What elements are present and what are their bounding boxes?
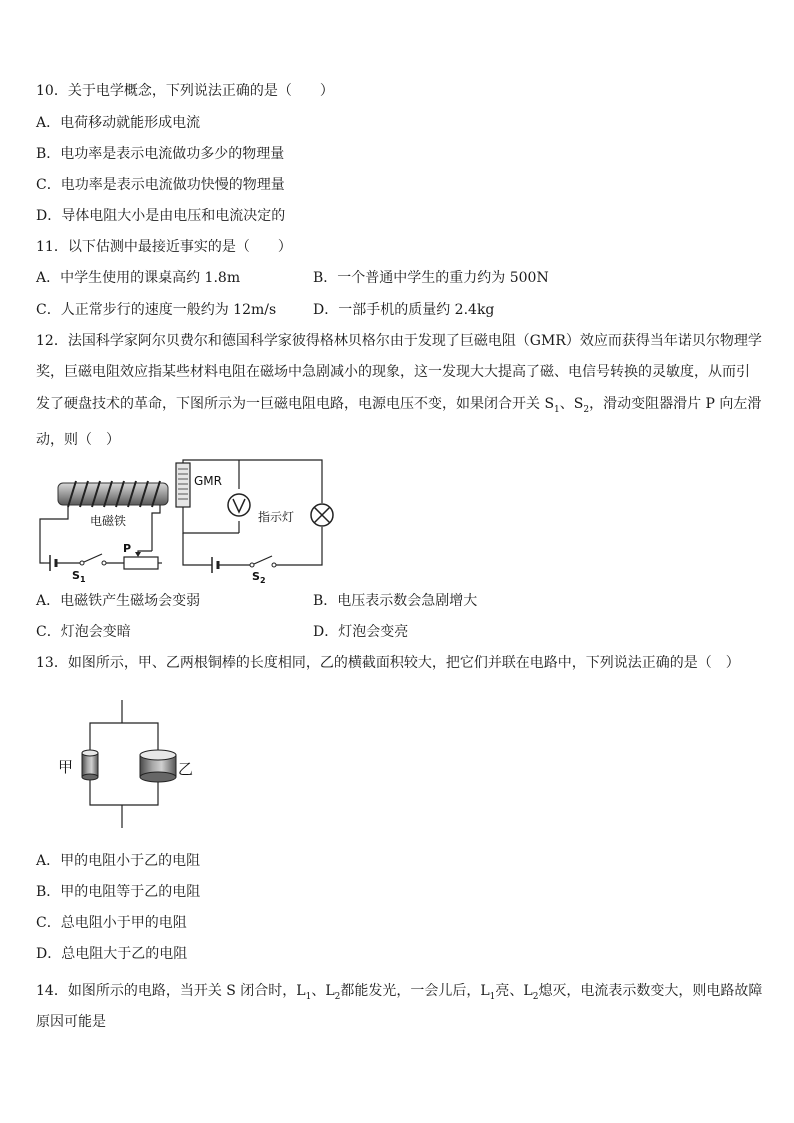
gmr-resistor xyxy=(176,463,190,507)
q14-sub1: 1 xyxy=(305,991,312,1002)
electromagnet-label: 电磁铁 xyxy=(90,514,127,528)
q12-stem-line3 xyxy=(36,394,761,414)
switch-1-contact-b xyxy=(102,561,106,565)
switch-1-sub: 1 xyxy=(79,575,86,584)
q10-option-a: A．电荷移动就能形成电流 xyxy=(36,115,201,131)
rod-jia-label: 甲 xyxy=(58,758,74,776)
rod-yi-label: 乙 xyxy=(178,760,194,778)
q14-part-c: 都能发光，一会儿后，L xyxy=(340,983,490,999)
switch-2-contact-a xyxy=(250,563,254,567)
q12-line3-part-c: ，滑动变阻器滑片 P 向左滑 xyxy=(589,396,762,412)
switch-2-letter: S xyxy=(252,570,260,583)
q12-stem-line4: 动，则（ ） xyxy=(36,432,120,448)
q13-option-d: D．总电阻大于乙的电阻 xyxy=(36,946,188,962)
switch-2-contact-b xyxy=(272,563,276,567)
slider-label: P xyxy=(123,542,132,555)
q12-option-c: C．灯泡会变暗 xyxy=(36,624,131,640)
switch-2-sub: 2 xyxy=(259,576,266,585)
switch-1-letter: S xyxy=(72,569,80,582)
q14-part-e: 熄灭，电流表示数变大，则电路故障 xyxy=(538,983,763,999)
q11-option-c: C．人正常步行的速度一般约为 12m/s xyxy=(36,302,277,318)
lamp-label: 指示灯 xyxy=(258,510,295,524)
slider-arrow xyxy=(135,552,141,557)
rheostat xyxy=(124,557,158,569)
q11-option-a: A．中学生使用的课桌高约 1.8m xyxy=(36,270,241,286)
q10-option-b: B．电功率是表示电流做功多少的物理量 xyxy=(36,146,285,162)
rod-jia xyxy=(82,750,98,780)
q13-stem: 13．如图所示，甲、乙两根铜棒的长度相同，乙的横截面积较大，把它们并联在电路中，下列说法正确的是（ ） xyxy=(36,655,740,671)
switch-2-lever xyxy=(254,556,272,564)
q11-option-b: B．一个普通中学生的重力约为 500N xyxy=(313,270,549,286)
q14-stem-line1 xyxy=(36,981,762,1001)
q14-sub2: 2 xyxy=(334,991,341,1002)
q14-sub3: 1 xyxy=(489,991,496,1002)
q12-line3-part-a: 发了硬盘技术的革命，下图所示为一巨磁电阻电路，电源电压不变，如果闭合开关 S xyxy=(36,396,555,412)
q11-stem: 11．以下估测中最接近事实的是（ ） xyxy=(36,239,292,255)
q13-option-b: B．甲的电阻等于乙的电阻 xyxy=(36,884,201,900)
gmr-label: GMR xyxy=(194,474,222,488)
copper-rods-diagram xyxy=(50,695,200,835)
q12-stem-line2: 奖，巨磁电阻效应指某些材料电阻在磁场中急剧减小的现象，这一发现大大提高了磁、电信号转换的灵敏度，从而引 xyxy=(36,364,750,380)
q12-line3-sub1: 1 xyxy=(554,404,560,415)
q14-part-d: 亮、L xyxy=(495,983,533,999)
switch-2-label xyxy=(252,570,266,585)
gmr-circuit-diagram xyxy=(30,455,340,585)
switch-1-label xyxy=(72,569,86,584)
q12-option-b: B．电压表示数会急剧增大 xyxy=(313,593,478,609)
q14-stem-line2: 原因可能是 xyxy=(36,1014,106,1030)
q10-option-c: C．电功率是表示电流做功快慢的物理量 xyxy=(36,177,285,193)
q12-line3-sub2: 2 xyxy=(583,404,590,415)
q14-part-b: 、L xyxy=(311,983,335,999)
q13-option-a: A．甲的电阻小于乙的电阻 xyxy=(36,853,201,869)
q14-part-a: 14．如图所示的电路，当开关 S 闭合时，L xyxy=(36,983,306,999)
switch-1-contact-a xyxy=(80,561,84,565)
q10-stem: 10．关于电学概念，下列说法正确的是（ ） xyxy=(36,83,334,99)
q13-option-c: C．总电阻小于甲的电阻 xyxy=(36,915,187,931)
q10-option-d: D．导体电阻大小是由电压和电流决定的 xyxy=(36,208,286,224)
switch-1-lever xyxy=(84,554,102,562)
q12-line3-part-b: 、S xyxy=(559,396,584,412)
q12-option-d: D．灯泡会变亮 xyxy=(313,624,409,640)
rod-yi xyxy=(140,750,176,782)
q11-option-d: D．一部手机的质量约 2.4kg xyxy=(313,302,495,318)
q14-sub4: 2 xyxy=(532,991,539,1002)
q12-stem-line1: 12．法国科学家阿尔贝费尔和德国科学家彼得格林贝格尔由于发现了巨磁电阻（GMR）效应而获得当年诺贝尔物理学 xyxy=(36,333,762,349)
q12-option-a: A．电磁铁产生磁场会变弱 xyxy=(36,593,201,609)
